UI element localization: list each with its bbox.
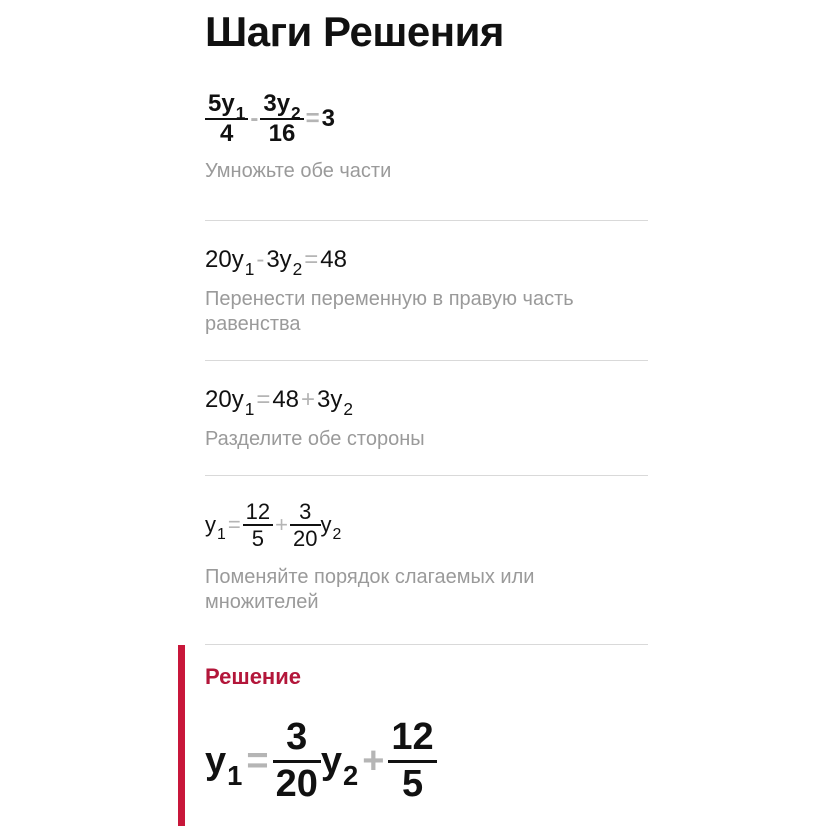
variable: y bbox=[205, 739, 227, 782]
variable: y bbox=[320, 739, 342, 782]
denominator: 20 bbox=[275, 762, 318, 805]
numerator: 12 bbox=[391, 716, 434, 758]
equals-operator: = bbox=[305, 104, 320, 132]
minus-operator: - bbox=[256, 246, 265, 273]
step-2 bbox=[205, 243, 648, 337]
variable: y bbox=[231, 246, 244, 273]
step-1-expression bbox=[205, 90, 648, 147]
step-1-fraction-2 bbox=[260, 90, 303, 147]
numerator: 3 bbox=[263, 90, 277, 117]
variable: y bbox=[231, 386, 244, 413]
denominator: 4 bbox=[219, 119, 234, 147]
right-hand-side: 3 bbox=[321, 104, 336, 132]
step-4-fraction-2 bbox=[290, 499, 320, 551]
variable: y bbox=[205, 512, 216, 538]
solution-label: Решение bbox=[205, 664, 301, 689]
denominator: 16 bbox=[268, 119, 296, 147]
numerator: 3 bbox=[286, 716, 308, 758]
coefficient: 3 bbox=[266, 246, 280, 273]
solution-fraction-2 bbox=[388, 716, 436, 806]
variable: y bbox=[276, 90, 291, 117]
subscript: 1 bbox=[227, 759, 243, 791]
solution-fraction-1 bbox=[273, 716, 321, 806]
equals-operator: = bbox=[227, 512, 241, 538]
equals-operator: = bbox=[256, 386, 271, 413]
step-1-fraction-1 bbox=[205, 90, 248, 147]
numerator: 3 bbox=[299, 499, 312, 524]
variable: y bbox=[330, 386, 343, 413]
subscript: 2 bbox=[332, 526, 342, 544]
variable: y bbox=[320, 512, 332, 538]
divider bbox=[205, 360, 648, 361]
equals-operator: = bbox=[304, 246, 319, 273]
step-1-note: Умножьте обе части bbox=[205, 160, 392, 183]
subscript: 1 bbox=[244, 398, 255, 419]
step-1 bbox=[205, 90, 648, 184]
subscript: 1 bbox=[217, 526, 226, 544]
step-4-fraction-1 bbox=[243, 499, 273, 551]
variable: y bbox=[279, 246, 292, 273]
coefficient: 20 bbox=[205, 246, 232, 273]
plus-operator: + bbox=[275, 512, 289, 538]
denominator: 5 bbox=[401, 762, 424, 805]
step-2-note: Перенести переменную в правую часть равенства bbox=[205, 288, 574, 335]
plus-operator: + bbox=[362, 739, 385, 782]
step-2-expression bbox=[205, 243, 648, 277]
equals-operator: = bbox=[246, 739, 269, 782]
step-3-note: Разделите обе стороны bbox=[205, 428, 425, 450]
subscript: 2 bbox=[342, 759, 359, 791]
step-4-note: Поменяйте порядок слагаемых или множителей bbox=[205, 566, 535, 614]
divider bbox=[205, 475, 648, 476]
constant: 48 bbox=[272, 386, 300, 413]
step-4 bbox=[205, 499, 648, 615]
numerator: 5 bbox=[208, 90, 222, 117]
solution-accent-bar bbox=[178, 645, 185, 826]
plus-operator: + bbox=[301, 386, 316, 413]
step-3 bbox=[205, 383, 648, 452]
subscript: 2 bbox=[343, 398, 354, 419]
coefficient: 20 bbox=[205, 386, 232, 413]
minus-operator: - bbox=[250, 104, 259, 132]
subscript: 1 bbox=[244, 258, 255, 279]
denominator: 20 bbox=[293, 525, 318, 551]
subscript: 2 bbox=[291, 102, 301, 123]
step-4-expression bbox=[205, 499, 648, 551]
coefficient: 3 bbox=[317, 386, 331, 413]
divider bbox=[205, 644, 648, 645]
denominator: 5 bbox=[251, 525, 265, 551]
solution-expression bbox=[205, 716, 437, 806]
page-title: Шаги Решения bbox=[205, 8, 504, 55]
subscript: 1 bbox=[235, 102, 246, 123]
subscript: 2 bbox=[292, 258, 303, 279]
right-hand-side: 48 bbox=[320, 246, 347, 273]
step-3-expression bbox=[205, 383, 648, 417]
divider bbox=[205, 220, 648, 221]
variable: y bbox=[221, 90, 235, 117]
numerator: 12 bbox=[245, 499, 271, 524]
